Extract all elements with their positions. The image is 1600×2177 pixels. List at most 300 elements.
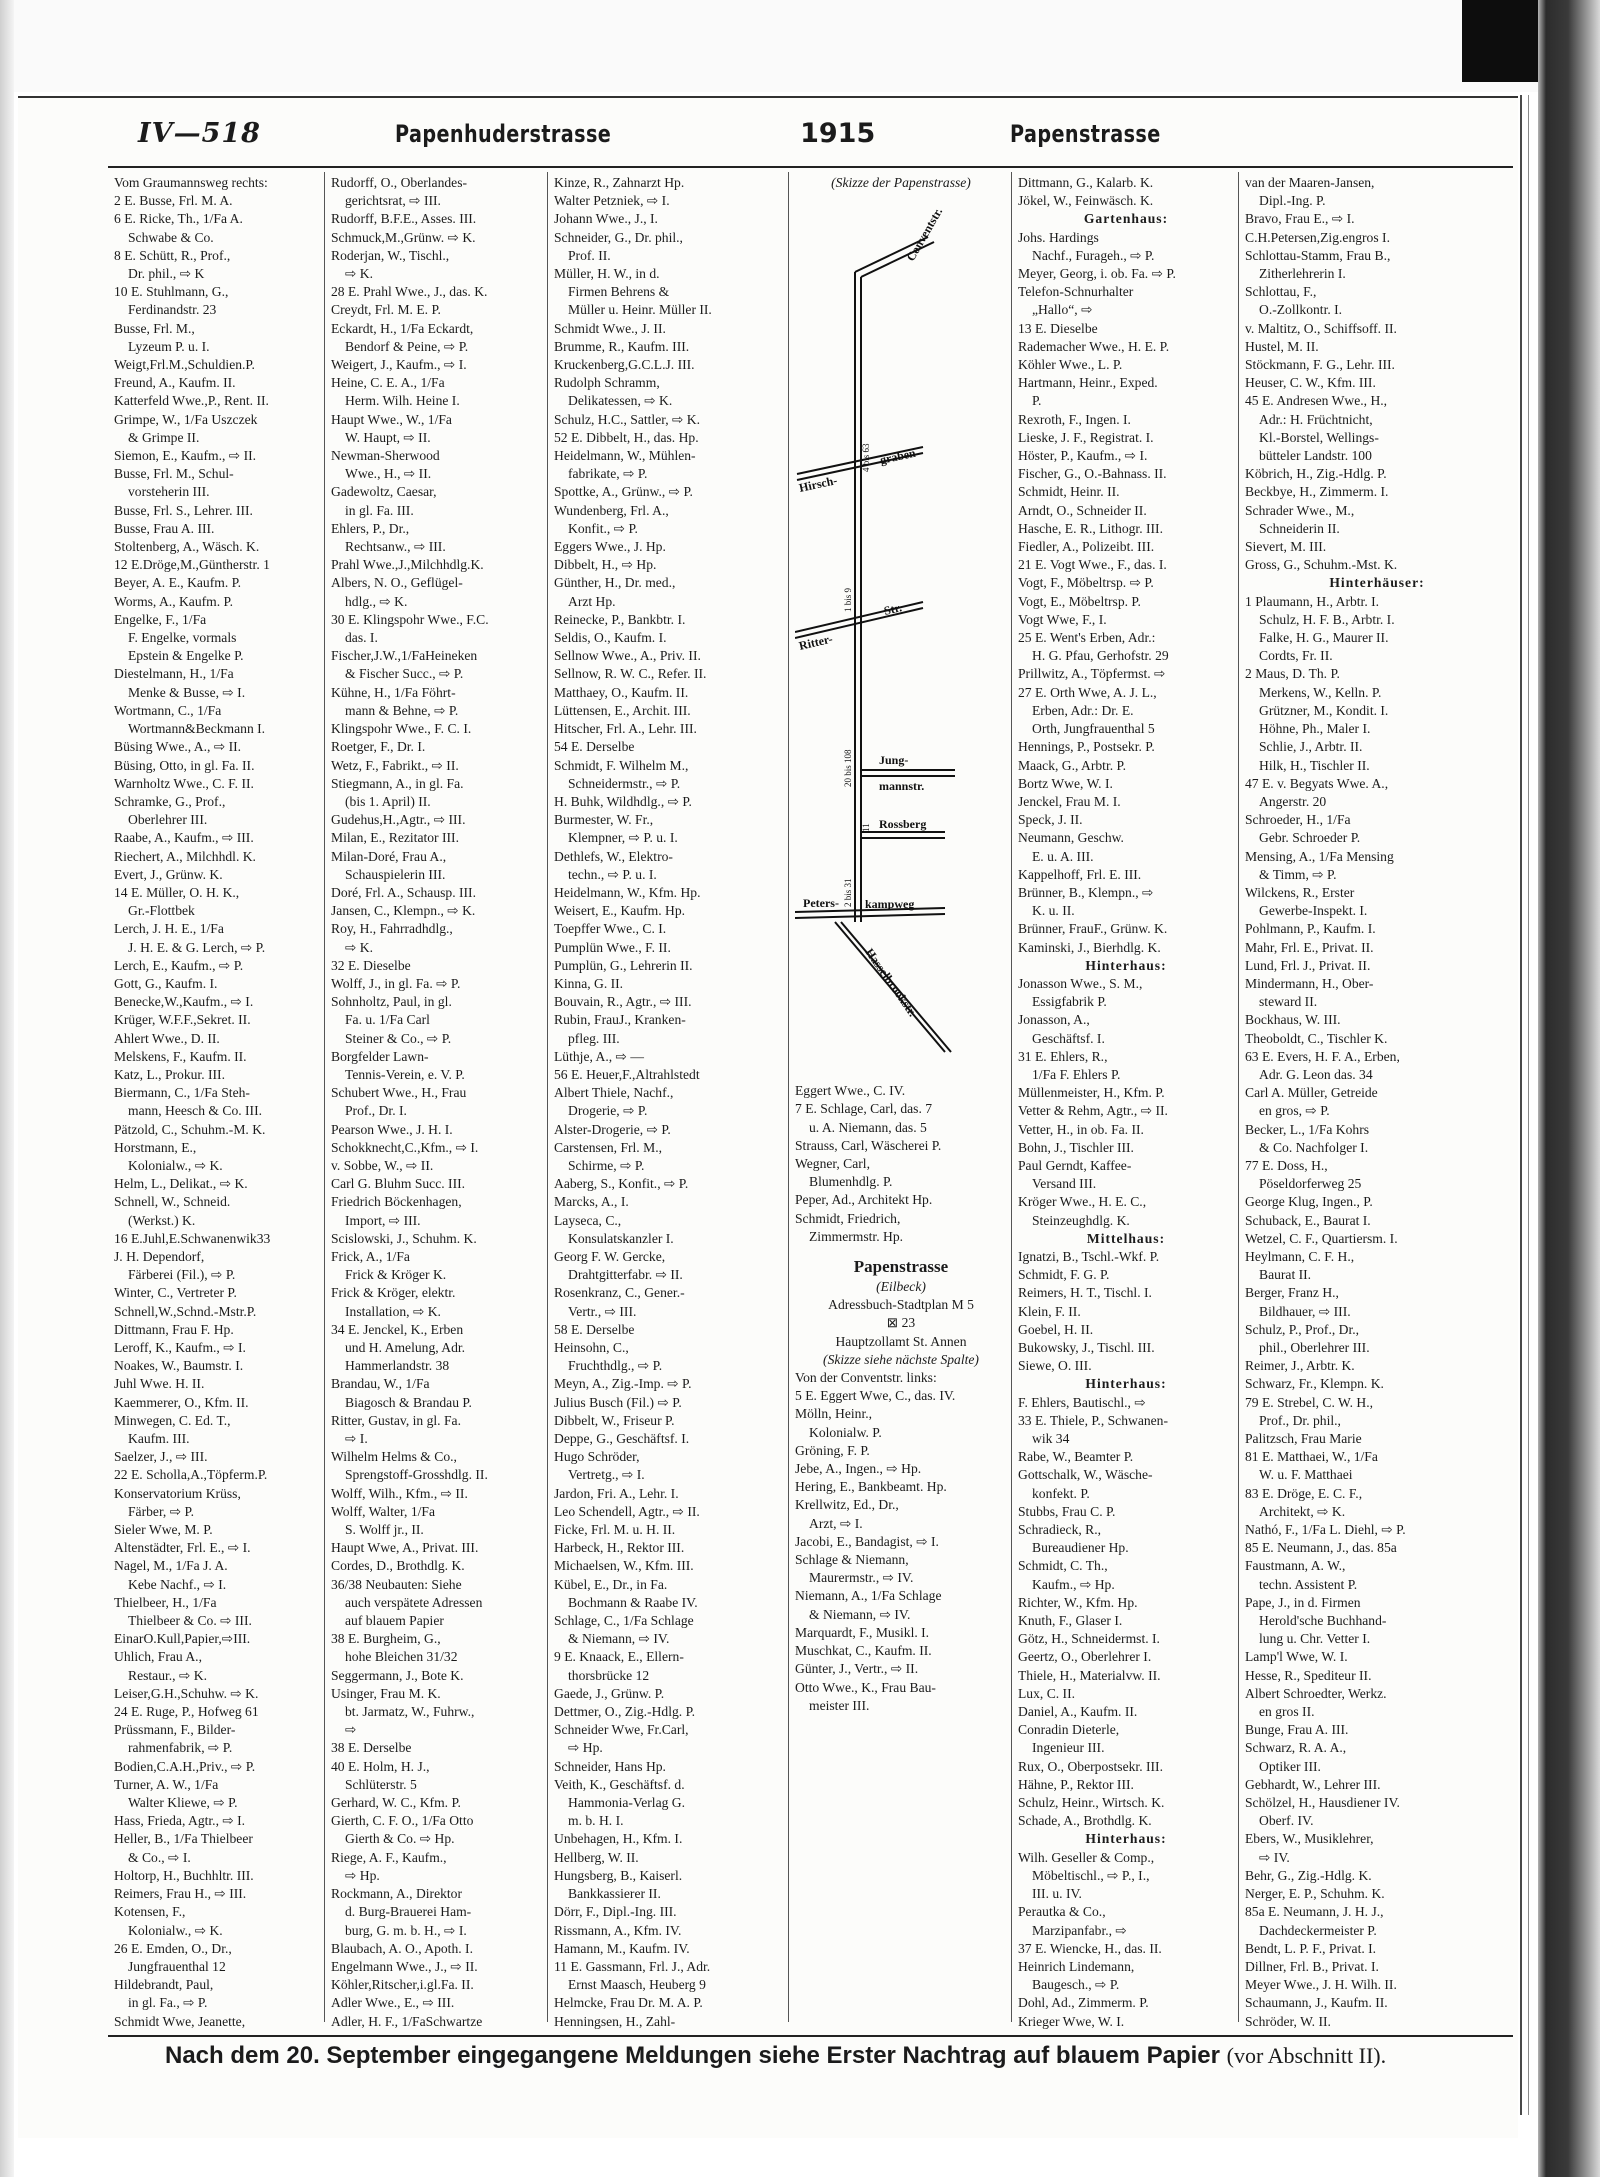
directory-entry-line: Stöckmann, F. G., Lehr. III.	[1245, 357, 1395, 373]
directory-entry-line: 7 E. Schlage, Carl, das. 7	[795, 1101, 933, 1117]
directory-entry-line: Bankkassierer II.	[568, 1886, 661, 1902]
directory-entry-line: Mittelhaus:	[1086, 1230, 1166, 1246]
directory-entry-line: Evert, J., Grünw. K.	[114, 866, 223, 882]
directory-entry-line: m. b. H. I.	[568, 1813, 624, 1829]
directory-entry-line: Schrader Wwe., M.,	[1245, 502, 1355, 518]
directory-entry-line: Schubert Wwe., H., Frau	[331, 1085, 467, 1101]
directory-entry-line: Schwarz, R. A. A.,	[1245, 1740, 1347, 1756]
directory-entry-line: Schnell, W., Schneid.	[114, 1194, 231, 1210]
directory-entry-line: Carstensen, Frl. M.,	[554, 1139, 662, 1155]
directory-entry-line: F. Engelke, vormals	[128, 630, 237, 646]
directory-entry-line: Dillner, Frl. B., Privat. I.	[1245, 1958, 1379, 1974]
directory-entry-line: Lyzeum P. u. I.	[128, 338, 210, 354]
directory-entry-line: Herm. Wilh. Heine I.	[345, 393, 460, 409]
directory-entry-line: (Eilbeck)	[876, 1279, 926, 1295]
directory-entry-line: 22 E. Scholla,A.,Töpferm.P.	[114, 1467, 268, 1483]
directory-entry-line: Dethlefs, W., Elektro-	[554, 848, 673, 864]
directory-entry-line: techn., ⇨ P. u. I.	[568, 866, 657, 882]
directory-entry-line: Milan-Doré, Frau A.,	[331, 848, 447, 864]
directory-entry-line: Faustmann, A. W.,	[1245, 1558, 1346, 1574]
directory-entry-line: gerichtsrat, ⇨ III.	[345, 193, 441, 209]
directory-entry-line: Lamp'l Wwe, W. I.	[1245, 1649, 1348, 1665]
directory-entry-line: 26 E. Emden, O., Dr.,	[114, 1940, 232, 1956]
directory-entry-line: Veith, K., Geschäftsf. d.	[554, 1776, 685, 1792]
map-street-label: 20 bis 108	[843, 749, 853, 788]
directory-entry-line: 31 E. Ehlers, R.,	[1018, 1048, 1108, 1064]
directory-entry-line: Biagosch & Brandau P.	[345, 1394, 472, 1410]
directory-entry-line: Götz, H., Schneidermst. I.	[1018, 1631, 1160, 1647]
directory-entry-line: Kaminski, J., Bierhdlg. K.	[1018, 939, 1161, 955]
page-binding-lines	[1520, 95, 1529, 2115]
directory-entry-line: Albert Thiele, Nachf.,	[554, 1085, 674, 1101]
directory-entry-line: Leiser,G.H.,Schuhw. ⇨ K.	[114, 1685, 259, 1701]
directory-entry-line: Freund, A., Kaufm. II.	[114, 375, 236, 391]
directory-entry-line: Fischer,J.W.,1/FaHeineken	[331, 648, 478, 664]
directory-entry-line: Epstein & Engelke P.	[128, 648, 244, 664]
directory-entry-line: das. I.	[345, 630, 378, 646]
directory-entry-line: Grützner, M., Kondit. I.	[1259, 702, 1389, 718]
directory-entry-line: 81 E. Matthaei, W., 1/Fa	[1245, 1449, 1378, 1465]
directory-entry-line: lung u. Chr. Vetter I.	[1259, 1631, 1371, 1647]
directory-entry-line: Henningsen, H., Zahl-	[554, 2013, 676, 2029]
directory-entry-line: Grimpe, W., 1/Fa Uszczek	[114, 411, 258, 427]
directory-entry-line: in gl. Fa. III.	[345, 502, 414, 518]
directory-entry-line: Schulz, H. F. B., Arbtr. I.	[1259, 611, 1395, 627]
directory-entry-line: Kotensen, F.,	[114, 1904, 186, 1920]
directory-entry-line: Engelmann Wwe., J., ⇨ II.	[331, 1958, 478, 1974]
directory-entry-line: Prof., Dr. I.	[345, 1103, 407, 1119]
directory-entry-line: Adler, H. F., 1/FaSchwartze	[331, 2013, 483, 2029]
directory-entry-line: 37 E. Wiencke, H., das. II.	[1018, 1940, 1162, 1956]
directory-entry-line: (Werkst.) K.	[128, 1212, 196, 1228]
directory-entry-line: & Niemann, ⇨ IV.	[568, 1631, 670, 1647]
directory-entry-line: (bis 1. April) II.	[345, 793, 431, 809]
directory-entry-line	[331, 2031, 543, 2032]
directory-entry-line: Carl G. Bluhm Succ. III.	[331, 1176, 466, 1192]
directory-entry-line: Bravo, Frau E., ⇨ I.	[1245, 211, 1355, 227]
directory-entry-line: O.-Zollkontr. I.	[1259, 302, 1343, 318]
directory-entry-line	[1018, 2031, 1234, 2032]
directory-entry-line: 13 E. Dieselbe	[1018, 320, 1098, 336]
directory-entry-line: Heylmann, C. F. H.,	[1245, 1248, 1355, 1264]
street-sketch-map	[795, 192, 1007, 1082]
directory-entry-line: Konsulatskanzler I.	[568, 1230, 674, 1246]
directory-entry-line: Maurermstr., ⇨ IV.	[809, 1570, 914, 1586]
directory-entry-line: Jacobi, E., Bandagist, ⇨ I.	[795, 1533, 939, 1549]
directory-entry-line: Knuth, F., Glaser I.	[1018, 1613, 1123, 1629]
directory-entry-line: Dörr, F., Dipl.-Ing. III.	[554, 1904, 677, 1920]
directory-entry-line: Leo Schendell, Agtr., ⇨ II.	[554, 1503, 700, 1519]
directory-entry-line: in gl. Fa., ⇨ P.	[128, 1995, 208, 2011]
directory-entry-line: Sellnow Wwe., A., Priv. II.	[554, 648, 701, 664]
directory-entry-line: wik 34	[1032, 1431, 1070, 1447]
directory-entry-line: George Klug, Ingen., P.	[1245, 1194, 1373, 1210]
map-street-label: Jung-	[879, 753, 909, 768]
directory-entry-line: W. Haupt, ⇨ II.	[345, 429, 431, 445]
map-street-line	[795, 608, 923, 638]
directory-entry-line: Hustel, M. II.	[1245, 338, 1319, 354]
directory-entry-line: Daniel, A., Kaufm. II.	[1018, 1704, 1138, 1720]
directory-entry-line: Riege, A. F., Kaufm.,	[331, 1849, 447, 1865]
directory-entry-line: Pearson Wwe., J. H. I.	[331, 1121, 453, 1137]
directory-entry-line: Gross, G., Schuhm.-Mst. K.	[1245, 557, 1398, 573]
directory-entry-line: Schneider, Hans Hp.	[554, 1758, 666, 1774]
directory-entry-line: Rudolph Schramm,	[554, 375, 660, 391]
directory-entry-line: konfekt. P.	[1032, 1485, 1090, 1501]
directory-entry-line: Ferdinandstr. 23	[128, 302, 217, 318]
directory-entry-line: Niemann, A., 1/Fa Schlage	[795, 1588, 942, 1604]
directory-entry-line: steward II.	[1259, 994, 1318, 1010]
map-street-label: Conventstr.	[903, 205, 946, 264]
directory-entry-line: thorsbrücke 12	[568, 1667, 650, 1683]
directory-entry-line: Schneider, G., Dr. phil.,	[554, 229, 683, 245]
directory-entry-line: Bukowsky, J., Tischl. III.	[1018, 1340, 1155, 1355]
directory-entry-line: Reimer, J., Arbtr. K.	[1245, 1358, 1355, 1374]
directory-entry-line: Seldis, O., Kaufm. I.	[554, 630, 667, 646]
directory-entry-line: Dibbelt, W., Friseur P.	[554, 1412, 675, 1428]
directory-entry-line: Deppe, G., Geschäftsf. I.	[554, 1431, 690, 1447]
directory-entry-line: Biermann, C., 1/Fa Steh-	[114, 1085, 250, 1101]
directory-entry-line: Ritter, Gustav, in gl. Fa.	[331, 1412, 461, 1428]
directory-entry-line: Jonasson Wwe., S. M.,	[1018, 975, 1143, 991]
directory-entry-line: mann, Heesch & Co. III.	[128, 1103, 263, 1119]
directory-entry-line	[114, 2031, 320, 2032]
directory-entry-line: Diestelmann, H., 1/Fa	[114, 666, 234, 682]
directory-entry-line: 56 E. Heuer,F.,Altrahlstedt	[554, 1066, 700, 1082]
directory-entry-line: F. Ehlers, Bautischl., ⇨	[1018, 1394, 1146, 1410]
directory-entry-line: Rissmann, A., Kfm. IV.	[554, 1922, 682, 1938]
directory-entry-line: Albers, N. O., Geflügel-	[331, 575, 463, 591]
directory-entry-line: fabrikate, ⇨ P.	[568, 466, 648, 482]
directory-entry-line: ⇨ K.	[345, 939, 374, 955]
directory-entry-line: Heidelmann, W., Mühlen-	[554, 448, 696, 464]
directory-entry-line: Bildhauer, ⇨ III.	[1259, 1303, 1351, 1319]
directory-entry-line: Rademacher Wwe., H. E. P.	[1018, 338, 1170, 354]
directory-entry-line: Spottke, A., Grünw., ⇨ P.	[554, 484, 693, 500]
directory-entry-line: Schulz, Heinr., Wirtsch. K.	[1018, 1795, 1165, 1811]
directory-entry-line: Sieler Wwe, M. P.	[114, 1522, 213, 1538]
directory-entry-line: Marzipanfabr., ⇨	[1032, 1922, 1127, 1938]
map-street-label: mannstr.	[879, 779, 925, 794]
directory-entry-line: Lerch, E., Kaufm., ⇨ P.	[114, 957, 244, 973]
directory-entry-line: Raabe, A., Kaufm., ⇨ III.	[114, 830, 254, 846]
directory-entry-line: 30 E. Klingspohr Wwe., F.C.	[331, 611, 489, 627]
directory-entry-line: Bockhaus, W. III.	[1245, 1012, 1341, 1028]
directory-entry-line: Pätzold, C., Schuhm.-M. K.	[114, 1121, 266, 1137]
directory-entry-line: Brünner, FrauF., Grünw. K.	[1018, 921, 1168, 937]
directory-entry-line: Newman-Sherwood	[331, 448, 440, 464]
directory-entry-line: Rudorff, B.F.E., Asses. III.	[331, 211, 477, 227]
directory-entry-line: 12 E.Dröge,M.,Güntherstr. 1	[114, 557, 270, 573]
directory-entry-line: 28 E. Prahl Wwe., J., das. K.	[331, 284, 488, 300]
directory-entry-line: Stiegmann, A., in gl. Fa.	[331, 775, 464, 791]
directory-entry-line: auf blauem Papier	[345, 1613, 444, 1629]
directory-entry-line	[1245, 2031, 1509, 2032]
directory-entry-line: Gierth & Co. ⇨ Hp.	[345, 1831, 455, 1847]
directory-entry-line: Telefon-Schnurhalter	[1018, 284, 1134, 300]
map-street-label: Rossberg	[879, 817, 927, 832]
directory-entry-line: Essigfabrik P.	[1032, 994, 1107, 1010]
directory-entry-line: Busse, Frl. M., Schul-	[114, 466, 234, 482]
directory-entry-line: Kruckenberg,G.C.L.J. III.	[554, 357, 695, 373]
directory-entry-line: W. u. F. Matthaei	[1259, 1467, 1353, 1483]
map-street-label: 4 bis 63	[861, 443, 871, 473]
directory-entry-line: Wortmann&Beckmann I.	[128, 721, 266, 737]
directory-entry-line: Julius Busch (Fil.) ⇨ P.	[554, 1394, 682, 1410]
directory-entry-line: ⇨ Hp.	[568, 1740, 603, 1756]
directory-entry-line	[554, 2031, 784, 2032]
directory-entry-line: Kolonialw. P.	[809, 1424, 882, 1440]
directory-entry-line: Rexroth, F., Ingen. I.	[1018, 411, 1131, 427]
directory-entry-line: Busse, Frau A. III.	[114, 520, 215, 536]
directory-entry-line: Büsing, Otto, in gl. Fa. II.	[114, 757, 255, 773]
directory-entry-line: Meyn, A., Zig.-Imp. ⇨ P.	[554, 1376, 692, 1392]
directory-entry-line: Lüttensen, E., Archit. III.	[554, 702, 691, 718]
directory-entry-line: 8 E. Schütt, R., Prof.,	[114, 247, 231, 263]
directory-entry-line: Von der Conventstr. links:	[795, 1370, 937, 1386]
directory-entry-line: Schmidt, Heinr. II.	[1018, 484, 1120, 500]
directory-entry-line: Firmen Behrens &	[568, 284, 670, 300]
directory-entry-line: Walter Kliewe, ⇨ P.	[128, 1795, 238, 1811]
directory-entry-line: Jökel, W., Feinwäsch. K.	[1018, 193, 1154, 209]
directory-column-map	[789, 172, 1011, 2032]
directory-entry-line: Unbehagen, H., Kfm. I.	[554, 1831, 683, 1847]
directory-entry-line: Pöseldorferweg 25	[1259, 1176, 1362, 1192]
directory-entry-line: Brünner, B., Klempn., ⇨	[1018, 884, 1154, 900]
directory-entry-line: 63 E. Evers, H. F. A., Erben,	[1245, 1048, 1400, 1064]
directory-entry-line: Fischer, G., O.-Bahnass. II.	[1018, 466, 1167, 482]
directory-entry-line: Siewe, O. III.	[1018, 1358, 1092, 1374]
directory-entry-line: Katterfeld Wwe.,P., Rent. II.	[114, 393, 269, 409]
directory-entry-line: Lieske, J. F., Registrat. I.	[1018, 429, 1154, 445]
directory-entry-line: Weigt,Frl.M.,Schuldien.P.	[114, 357, 255, 373]
directory-entry-line: Helmcke, Frau Dr. M. A. P.	[554, 1995, 703, 2011]
directory-entry-line: 83 E. Dröge, E. C. F.,	[1245, 1485, 1363, 1501]
directory-entry-line: Sprengstoff-Grosshdlg. II.	[345, 1467, 488, 1483]
map-caption: (Skizze der Papenstrasse)	[831, 175, 971, 190]
directory-entry-line: Albert Schroedter, Werkz.	[1245, 1685, 1387, 1701]
directory-entry-line: Rosenkranz, C., Gener.-	[554, 1285, 685, 1301]
directory-entry-line: Lux, C. II.	[1018, 1685, 1076, 1701]
directory-entry-line: Schmidt, C. Th.,	[1018, 1558, 1108, 1574]
directory-entry-line: Thielbeer, H., 1/Fa	[114, 1594, 217, 1610]
directory-entry-line: Alster-Drogerie, ⇨ P.	[554, 1121, 671, 1137]
directory-entry-line: 9 E. Knaack, E., Ellern-	[554, 1649, 684, 1665]
directory-entry-line: Heller, B., 1/Fa Thielbeer	[114, 1831, 253, 1847]
directory-entry-line: 2 Maus, D. Th. P.	[1245, 666, 1340, 682]
directory-entry-line: Fiedler, A., Polizeibt. III.	[1018, 539, 1155, 555]
map-street-label: Ritter-	[797, 631, 835, 654]
directory-entry-line: Sellnow, R. W. C., Refer. II.	[554, 666, 707, 682]
map-street-label: Hasselbrookstr.	[862, 945, 920, 1020]
directory-entry-line: & Co. Nachfolger I.	[1259, 1139, 1369, 1155]
footer-note	[165, 2042, 1465, 2076]
directory-entry-line: Dibbelt, H., ⇨ Hp.	[554, 557, 657, 573]
directory-entry-line: Versand III.	[1032, 1176, 1097, 1192]
scan-right-edge	[1538, 0, 1600, 2177]
directory-entry-line: Hugo Schröder,	[554, 1449, 640, 1465]
directory-entry-line: Oberlehrer III.	[128, 812, 208, 828]
directory-entry-line: 85 E. Neumann, J., das. 85a	[1245, 1540, 1397, 1556]
directory-entry-line: Herold'sche Buchhand-	[1259, 1613, 1387, 1629]
directory-entry-line: Schroeder, H., 1/Fa	[1245, 812, 1351, 828]
directory-entry-line: d. Burg-Brauerei Ham-	[345, 1904, 472, 1920]
directory-entry-line: Holtorp, H., Buchhltr. III.	[114, 1867, 254, 1883]
directory-entry-line: Vertr., ⇨ III.	[568, 1303, 637, 1319]
directory-entry-line: Bouvain, R., Agtr., ⇨ III.	[554, 994, 692, 1010]
directory-entry-line: Sievert, M. III.	[1245, 539, 1327, 555]
directory-entry-line: Tennis-Verein, e. V. P.	[345, 1066, 465, 1082]
directory-entry-line: Kaemmerer, O., Kfm. II.	[114, 1394, 249, 1410]
directory-entry-line: Kaufm., ⇨ Hp.	[1032, 1576, 1115, 1592]
directory-entry-line: Vogt, E., Möbeltrsp. P.	[1018, 593, 1141, 609]
scan-top-margin	[0, 0, 1600, 92]
directory-entry-line: Juhl Wwe. H. II.	[114, 1376, 205, 1392]
directory-entry-line: bütteler Landstr. 100	[1259, 448, 1372, 464]
directory-entry-line: Carl A. Müller, Getreide	[1245, 1085, 1378, 1101]
directory-entry-line: Wilckens, R., Erster	[1245, 884, 1355, 900]
directory-entry-line: Krieger Wwe, W. I.	[1018, 2013, 1125, 2029]
directory-entry-line: Schradieck, R.,	[1018, 1522, 1102, 1538]
directory-entry-line: Johann Wwe., J., I.	[554, 211, 658, 227]
directory-entry-line: Gewerbe-Inspekt. I.	[1259, 903, 1368, 919]
directory-entry-line: 11 E. Gassmann, Frl. J., Adr.	[554, 1958, 711, 1974]
directory-entry-line: Jardon, Fri. A., Lehr. I.	[554, 1485, 679, 1501]
directory-entry-line: Drahtgitterfabr. ⇨ II.	[568, 1267, 683, 1283]
directory-entry-line: Schramke, G., Prof.,	[114, 793, 226, 809]
directory-entry-line: Bunge, Frau A. III.	[1245, 1722, 1349, 1738]
directory-entry-line: Prahl Wwe.,J.,Milchhdlg.K.	[331, 557, 484, 573]
directory-entry-line: 85a E. Neumann, J. H. J.,	[1245, 1904, 1384, 1920]
year-title: 1915	[800, 118, 876, 149]
directory-entry-line: Gartenhaus:	[1083, 211, 1169, 227]
directory-entry-line: Melskens, F., Kaufm. II.	[114, 1048, 247, 1064]
directory-entry-line: Hammonia-Verlag G.	[568, 1795, 686, 1811]
directory-entry-line: Höster, P., Kaufm., ⇨ I.	[1018, 448, 1148, 464]
directory-entry-line: Prüssmann, F., Bilder-	[114, 1722, 236, 1738]
directory-entry-line: Ebers, W., Musiklehrer,	[1245, 1831, 1374, 1847]
directory-entry-line: & Co., ⇨ I.	[128, 1849, 191, 1865]
directory-entry-line: Gott, G., Kaufm. I.	[114, 975, 218, 991]
directory-entry-line: 38 E. Derselbe	[331, 1740, 412, 1756]
directory-entry-line: Brandau, W., 1/Fa	[331, 1376, 430, 1392]
directory-entry-line: Heinsohn, C.,	[554, 1340, 629, 1355]
directory-entry-line: Konservatorium Krüss,	[114, 1485, 241, 1501]
directory-entry-line: Brumme, R., Kaufm. III.	[554, 338, 690, 354]
directory-entry-line: Jenckel, Frau M. I.	[1018, 793, 1121, 809]
directory-entry-line: Altenstädter, Frl. E., ⇨ I.	[114, 1540, 251, 1556]
directory-entry-line: Möbeltischl., ⇨ P., I.,	[1032, 1867, 1150, 1883]
directory-entry-line: P.	[1032, 393, 1042, 409]
directory-entry-line: Schaumann, J., Kaufm. II.	[1245, 1995, 1388, 2011]
directory-entry-line: Dr. phil., ⇨ K	[128, 266, 205, 282]
directory-entry-line: Dipl.-Ing. P.	[1259, 193, 1326, 209]
directory-entry-line: Ahlert Wwe., D. II.	[114, 1030, 220, 1046]
directory-entry-line: Riechert, A., Milchhdl. K.	[114, 848, 256, 864]
page-number: IV—518	[138, 118, 261, 149]
directory-entry-line: 1 Plaumann, H., Arbtr. I.	[1245, 593, 1380, 609]
directory-entry-line: phil., Oberlehrer III.	[1259, 1340, 1370, 1355]
directory-entry-line: Prof., Dr. phil.,	[1259, 1412, 1341, 1428]
directory-entry-line: 5 E. Eggert Wwe, C., das. IV.	[795, 1388, 956, 1404]
directory-entry-line: 2 E. Busse, Frl. M. A.	[114, 193, 233, 209]
directory-entry-line: Ernst Maasch, Heuberg 9	[568, 1977, 706, 1993]
directory-entry-line: Dittmann, Frau F. Hp.	[114, 1321, 234, 1337]
directory-entry-line: Hildebrandt, Paul,	[114, 1977, 214, 1993]
directory-entry-line: Ficke, Frl. M. u. H. II.	[554, 1522, 676, 1538]
directory-entry-line: Kinna, G. II.	[554, 975, 624, 991]
directory-entry-line: Gierth, C. F. O., 1/Fa Otto	[331, 1813, 474, 1829]
directory-entry-line: Wortmann, C., 1/Fa	[114, 702, 222, 718]
directory-entry-line: J. H. Dependorf,	[114, 1248, 205, 1264]
directory-column-6	[1239, 172, 1513, 2032]
directory-entry-line: & Niemann, ⇨ IV.	[809, 1606, 911, 1622]
directory-entry-line: Hamann, M., Kaufm. IV.	[554, 1940, 690, 1956]
directory-entry-line: Cordts, Fr. II.	[1259, 648, 1333, 664]
directory-entry-line: Haupt Wwe., W., 1/Fa	[331, 411, 452, 427]
directory-entry-line: Engelke, F., 1/Fa	[114, 611, 207, 627]
footer-rule	[108, 2035, 1513, 2037]
directory-entry-line: Steiner & Co., ⇨ P.	[345, 1030, 452, 1046]
directory-entry-line: Wwe., H., ⇨ II.	[345, 466, 432, 482]
directory-entry-line: Pohlmann, P., Kaufm. I.	[1245, 921, 1376, 937]
directory-entry-line: Gadewoltz, Caesar,	[331, 484, 437, 500]
directory-entry-line: Heidelmann, W., Kfm. Hp.	[554, 884, 701, 900]
directory-entry-line: Architekt, ⇨ K.	[1259, 1503, 1346, 1519]
directory-entry-line: Frick & Kröger, elektr.	[331, 1285, 456, 1301]
directory-entry-line: Bochmann & Raabe IV.	[568, 1594, 698, 1610]
directory-entry-line: hdlg., ⇨ K.	[345, 593, 408, 609]
directory-entry-line: Kübel, E., Dr., in Fa.	[554, 1576, 668, 1592]
directory-entry-line: Pumplün, G., Lehrerin II.	[554, 957, 693, 973]
directory-entry-line: Schmidt, Friedrich,	[795, 1210, 901, 1226]
directory-entry-line: Marcks, A., I.	[554, 1194, 629, 1210]
directory-entry-line: Rubin, FrauJ., Kranken-	[554, 1012, 686, 1028]
directory-entry-line: Weigert, J., Kaufm., ⇨ I.	[331, 357, 467, 373]
directory-entry-line: Höhne, Ph., Maler I.	[1259, 721, 1371, 737]
footer-main-text: Nach dem 20. September eingegangene Meldungen siehe Erster Nachtrag auf blauem Papier	[165, 2042, 1220, 2069]
directory-entry-line: Worms, A., Kaufm. P.	[114, 593, 233, 609]
directory-entry-line: Roy, H., Fahrradhdlg.,	[331, 921, 453, 937]
directory-entry-line: Merkens, W., Kelln. P.	[1259, 684, 1382, 700]
directory-entry-line: Hilk, H., Tischler II.	[1259, 757, 1370, 773]
directory-entry-line: pfleg. III.	[568, 1030, 620, 1046]
directory-entry-line: Wolff, Wilh., Kfm., ⇨ II.	[331, 1485, 468, 1501]
directory-entry-line: Lüthje, A., ⇨ —	[554, 1048, 644, 1064]
directory-entry-line: Hauptzollamt St. Annen	[835, 1333, 967, 1349]
directory-entry-line: hohe Bleichen 31/32	[345, 1649, 458, 1665]
map-street-label: kampweg	[865, 897, 915, 912]
directory-entry-line: Arzt, ⇨ I.	[809, 1515, 863, 1531]
directory-entry-line: Rechtsanw., ⇨ III.	[345, 539, 446, 555]
directory-entry-line: Bureaudiener Hp.	[1032, 1540, 1129, 1556]
directory-entry-line: Meyer Wwe., J. H. Wilh. II.	[1245, 1977, 1397, 1993]
directory-entry-line: Adler Wwe., E., ⇨ III.	[331, 1995, 455, 2011]
directory-entry-line: Beckbye, H., Zimmerm. I.	[1245, 484, 1389, 500]
map-street-label: 1 bis 9	[843, 588, 853, 613]
directory-entry-line: 77 E. Doss, H.,	[1245, 1157, 1328, 1173]
directory-entry-line: Harbeck, H., Rektor III.	[554, 1540, 685, 1556]
directory-entry-line: Schulz, H.C., Sattler, ⇨ K.	[554, 411, 701, 427]
directory-entry-line: Aaberg, S., Konfit., ⇨ P.	[554, 1176, 689, 1192]
directory-entry-line: Färber, ⇨ P.	[128, 1503, 194, 1519]
section-street-title: Papenstrasse	[853, 1257, 949, 1277]
directory-entry-line: Conradin Dieterle,	[1018, 1722, 1120, 1738]
directory-entry-line: Lund, Frl. J., Privat. II.	[1245, 957, 1371, 973]
directory-entry-line: Kinze, R., Zahnarzt Hp.	[554, 175, 685, 190]
directory-entry-line: Perautka & Co.,	[1018, 1904, 1106, 1920]
directory-entry-line: Hennings, P., Postsekr. P.	[1018, 739, 1155, 755]
